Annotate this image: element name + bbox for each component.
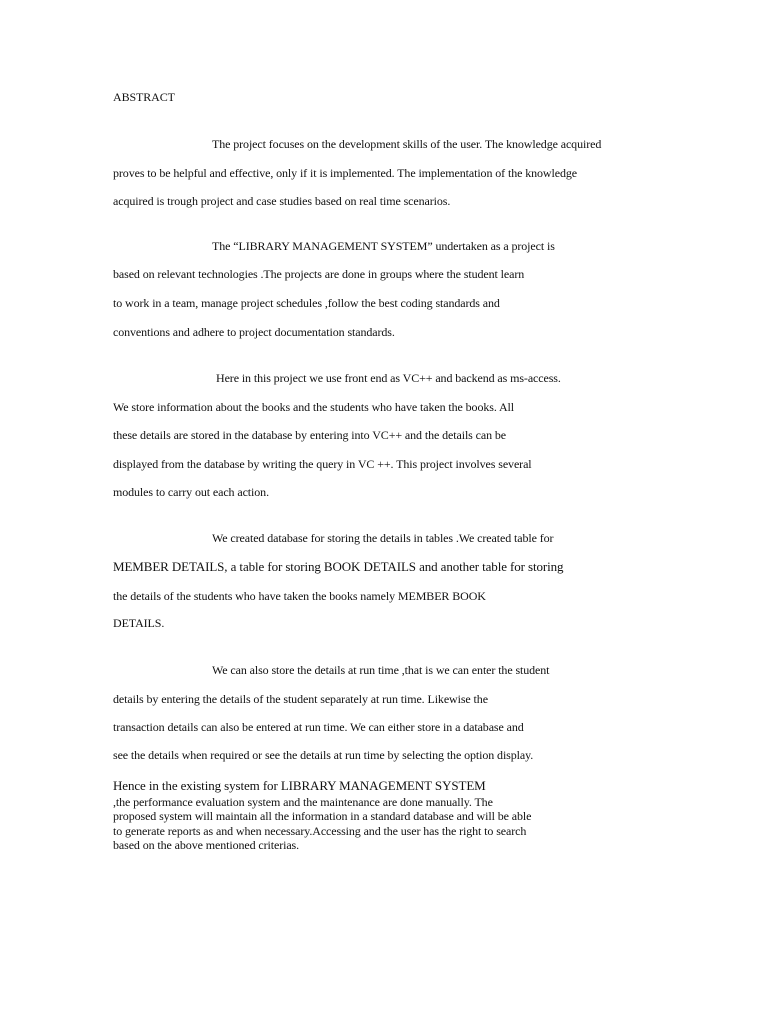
paragraph-3-line-3: these details are stored in the database by entering into VC++ and the details can be <box>113 428 507 442</box>
paragraph-1-line-2: proves to be helpful and effective, only if it is implemented. The implementation of the knowledge <box>113 166 577 180</box>
paragraph-2-line-2: based on relevant technologies .The projects are done in groups where the student learn <box>113 267 525 281</box>
paragraph-5-line-2: details by entering the details of the student separately at run time. Likewise the <box>113 692 488 706</box>
paragraph-2-line-1: The “LIBRARY MANAGEMENT SYSTEM” undertaken as a project is <box>212 239 555 253</box>
paragraph-4-line-1: We created database for storing the details in tables .We created table for <box>212 531 554 545</box>
abstract-heading: ABSTRACT <box>113 90 175 104</box>
paragraph-2-line-4: conventions and adhere to project documentation standards. <box>113 325 395 339</box>
paragraph-1-line-1: The project focuses on the development skills of the user. The knowledge acquired <box>212 137 602 151</box>
paragraph-5-line-1: We can also store the details at run time ,that is we can enter the student <box>212 663 550 677</box>
paragraph-4-line-3: the details of the students who have taken the books namely MEMBER BOOK <box>113 589 486 603</box>
paragraph-5-line-4: see the details when required or see the details at run time by selecting the option display. <box>113 748 534 762</box>
paragraph-6-line-4: to generate reports as and when necessary.Accessing and the user has the right to search <box>113 824 527 838</box>
paragraph-6-line-2: ,the performance evaluation system and the maintenance are done manually. The <box>113 795 493 809</box>
paragraph-4-line-2: MEMBER DETAILS, a table for storing BOOK DETAILS and another table for storing <box>113 559 564 574</box>
paragraph-4-line-4: DETAILS. <box>113 616 165 630</box>
paragraph-1-line-3: acquired is trough project and case studies based on real time scenarios. <box>113 194 451 208</box>
paragraph-3-line-5: modules to carry out each action. <box>113 485 269 499</box>
paragraph-3-line-1: Here in this project we use front end as VC++ and backend as ms-access. <box>216 371 561 385</box>
paragraph-6-line-5: based on the above mentioned criterias. <box>113 838 300 852</box>
paragraph-6-line-1: Hence in the existing system for LIBRARY MANAGEMENT SYSTEM <box>113 778 486 793</box>
paragraph-6-line-3: proposed system will maintain all the information in a standard database and will be able <box>113 809 532 823</box>
paragraph-3-line-4: displayed from the database by writing the query in VC ++. This project involves several <box>113 457 532 471</box>
paragraph-3-line-2: We store information about the books and the students who have taken the books. All <box>113 400 514 414</box>
paragraph-5-line-3: transaction details can also be entered at run time. We can either store in a database and <box>113 720 524 734</box>
paragraph-2-line-3: to work in a team, manage project schedules ,follow the best coding standards and <box>113 296 500 310</box>
